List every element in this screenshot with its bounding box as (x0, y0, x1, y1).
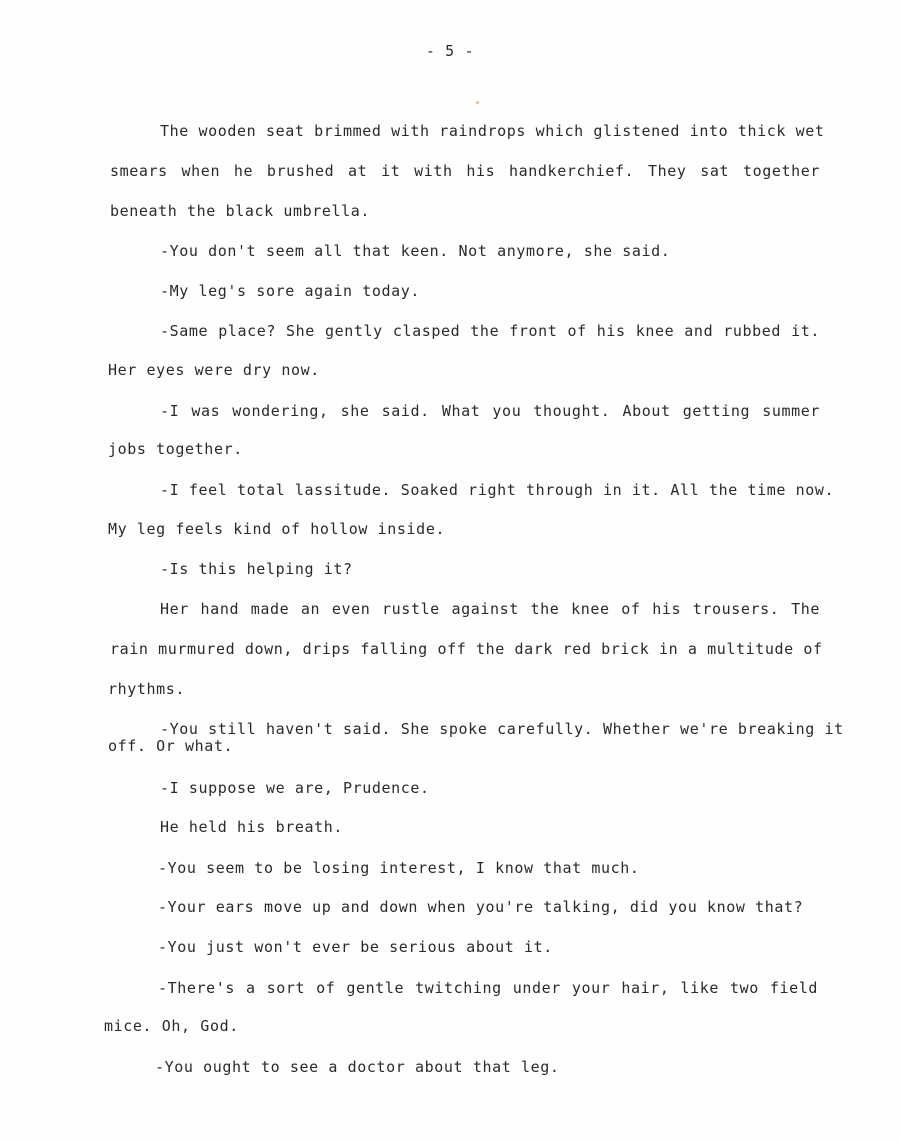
text-line: Her hand made an even rustle against the knee of his trousers. The (160, 600, 820, 618)
text-line: -My leg's sore again today. (160, 282, 421, 300)
ink-speck (476, 101, 479, 104)
text-line: -You don't seem all that keen. Not anymore, she said. (160, 242, 671, 260)
text-line: -You just won't ever be serious about it. (158, 938, 553, 956)
page-number: - 5 - (425, 42, 475, 60)
text-line: -I was wondering, she said. What you thought. About getting summer (160, 402, 820, 420)
text-line: He held his breath. (160, 818, 343, 836)
text-line: off. Or what. (108, 737, 234, 755)
text-line: -You still haven't said. She spoke carefully. Whether we're breaking it (160, 720, 844, 738)
text-line: Her eyes were dry now. (108, 361, 320, 379)
text-line: -You ought to see a doctor about that leg. (155, 1058, 560, 1076)
text-line: -Same place? She gently clasped the front of his knee and rubbed it. (160, 322, 820, 340)
text-line: mice. Oh, God. (104, 1017, 239, 1035)
text-line: -I feel total lassitude. Soaked right through in it. All the time now. (160, 481, 835, 499)
text-line: -I suppose we are, Prudence. (160, 779, 430, 797)
text-line: rhythms. (108, 680, 186, 698)
text-line: My leg feels kind of hollow inside. (108, 520, 446, 538)
text-line: jobs together. (108, 440, 243, 458)
text-line: rain murmured down, drips falling off the dark red brick in a multitude of (110, 640, 823, 658)
text-line: The wooden seat brimmed with raindrops which glistened into thick wet (160, 122, 825, 140)
text-line: -Your ears move up and down when you're talking, did you know that? (158, 898, 804, 916)
text-line: -You seem to be losing interest, I know that much. (158, 859, 640, 877)
text-line: beneath the black umbrella. (110, 202, 371, 220)
text-line: -Is this helping it? (160, 560, 353, 578)
text-line: -There's a sort of gentle twitching under your hair, like two field (158, 979, 818, 997)
text-line: smears when he brushed at it with his handkerchief. They sat together (110, 162, 820, 180)
